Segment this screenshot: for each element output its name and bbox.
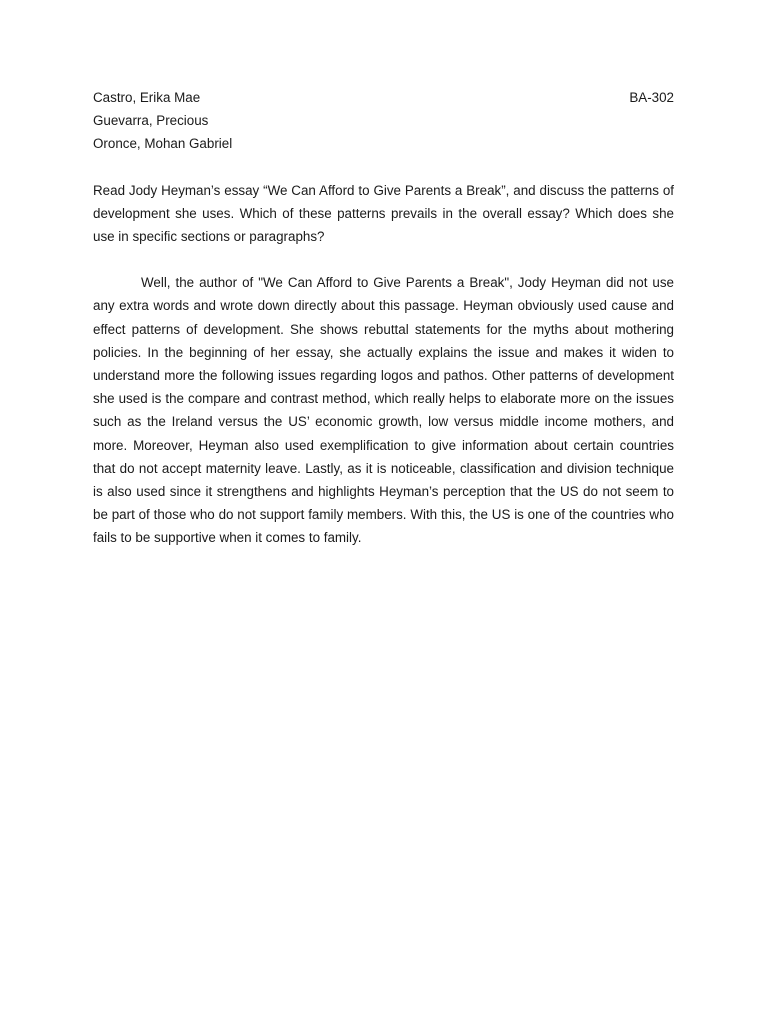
author-name: Oronce, Mohan Gabriel bbox=[93, 136, 233, 152]
essay-prompt: Read Jody Heyman’s essay “We Can Afford to Give Parents a Break”, and discuss the patterns of development she uses. Which of these patterns prevails in the overall essay? Which does she use in specific sections or paragraphs? bbox=[93, 182, 674, 245]
author-name: Guevarra, Precious bbox=[93, 113, 209, 129]
document-page bbox=[93, 86, 674, 550]
header-row bbox=[93, 86, 674, 109]
author-name: Castro, Erika Mae bbox=[93, 90, 201, 105]
essay-body-paragraph: Well, the author of "We Can Afford to Give Parents a Break", Jody Heyman did not use any extra words and wrote down directly about this passage. Heyman obviously used cause and effect patterns of development. She shows rebuttal statements for the myths about mothering policies. In the beginning of her essay, she actually explains the issue and makes it widen to understand more the following issues regarding logos and pathos. Other patterns of development she used is the compare and contrast method, which really helps to elaborate more on the issues such as the Ireland versus the US’ economic growth, low versus middle income mothers, and more. Moreover, Heyman also used exemplification to give information about certain countries that do not accept maternity leave. Lastly, as it is noticeable, classification and division technique is also used since it strengthens and highlights Heyman’s perception that the US do not seem to be part of those who do not support family members. With this, the US is one of the countries who fails to be supportive when it comes to family. bbox=[93, 275, 674, 546]
section-code: BA-302 bbox=[629, 90, 674, 105]
